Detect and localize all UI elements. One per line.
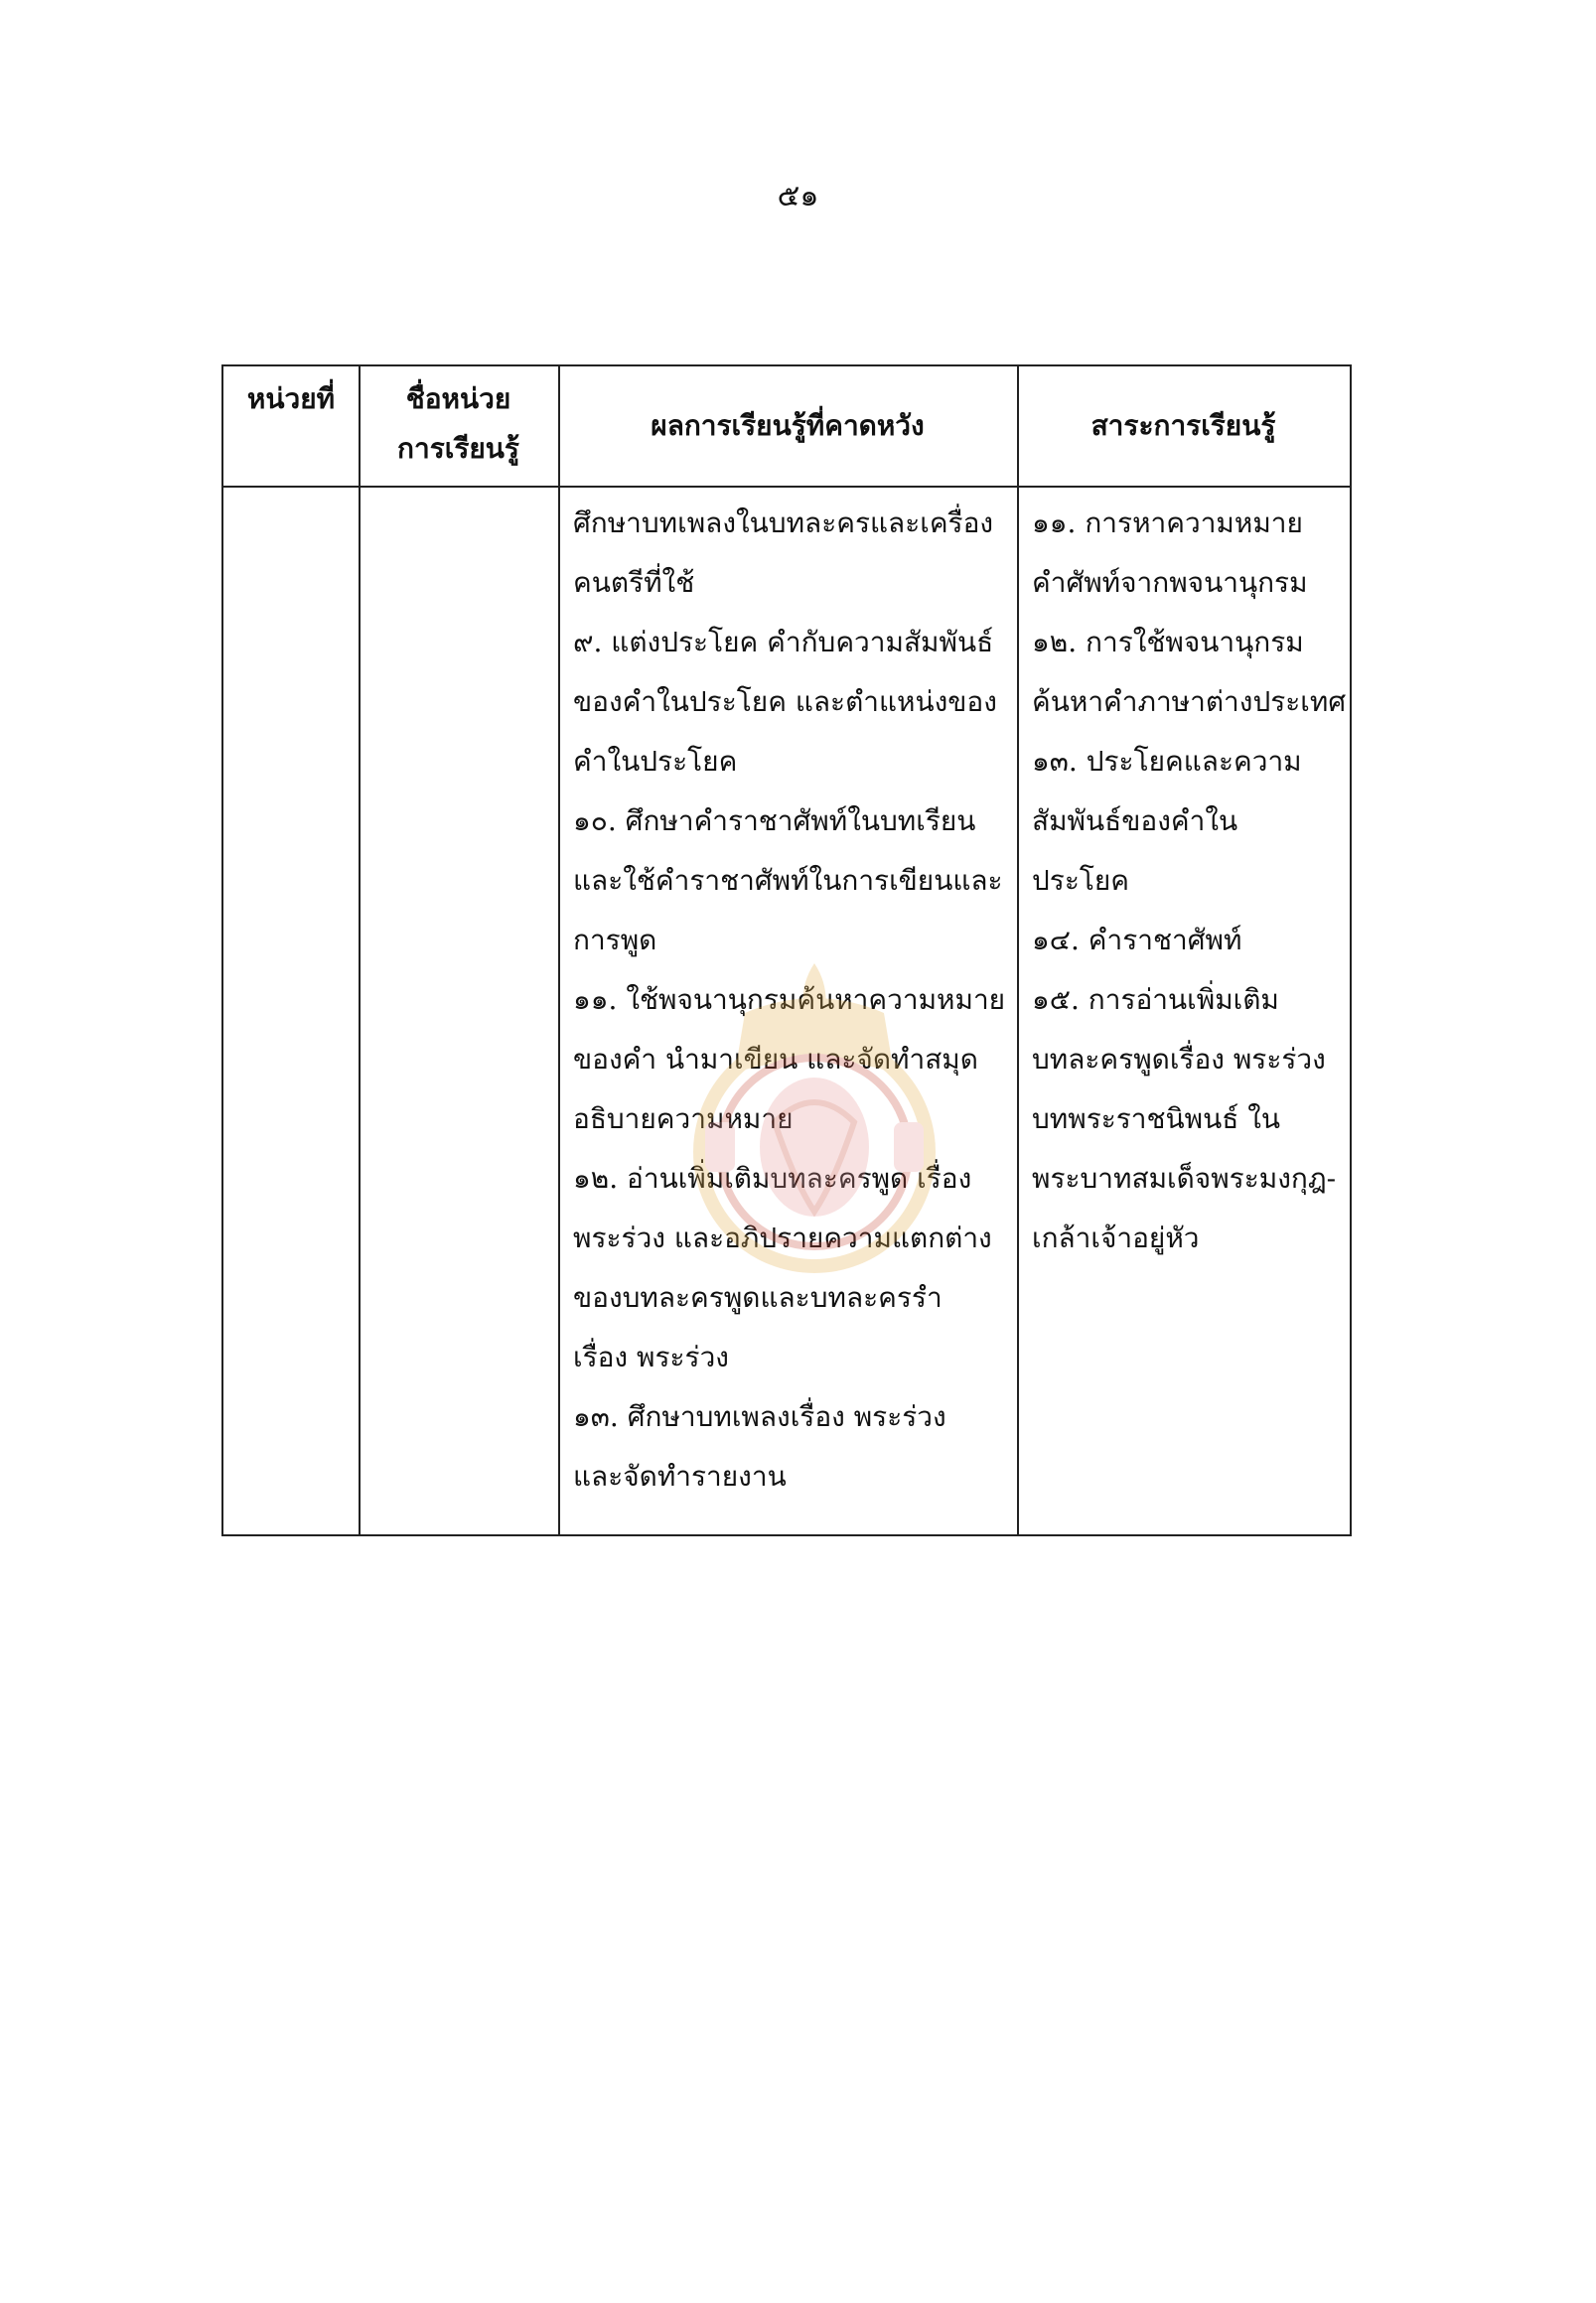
content-line: ค้นหาคำภาษาต่างประเทศ bbox=[1032, 685, 1347, 718]
outcome-line: คำในประโยค bbox=[573, 745, 738, 778]
outcome-line: เรื่อง พระร่วง bbox=[573, 1341, 729, 1373]
outcome-line: พระร่วง และอภิปรายความแตกต่าง bbox=[573, 1222, 992, 1254]
outcome-line: ๙. แต่งประโยค คำกับความสัมพันธ์ bbox=[573, 626, 994, 658]
outcome-line: ของคำในประโยค และตำแหน่งของ bbox=[573, 685, 997, 718]
header-expected-outcomes: ผลการเรียนรู้ที่คาดหวัง bbox=[651, 409, 925, 442]
cell-expected-outcomes bbox=[573, 494, 1005, 1507]
header-unit-name-line2: การเรียนรู้ bbox=[397, 432, 519, 465]
column-divider bbox=[359, 366, 361, 1534]
content-line: บทพระราชนิพนธ์ ใน bbox=[1032, 1102, 1281, 1135]
outcome-line: ของคำ นำมาเขียน และจัดทำสมุด bbox=[573, 1043, 978, 1076]
header-unit-name-line1: ชื่อหน่วย bbox=[405, 382, 511, 415]
outcome-line: ๑๐. ศึกษาคำราชาศัพท์ในบทเรียน bbox=[573, 804, 976, 837]
content-line: ประโยค bbox=[1032, 864, 1130, 897]
header-unit-name bbox=[359, 366, 558, 486]
header-learning-content: สาระการเรียนรู้ bbox=[1090, 409, 1276, 442]
outcome-line: อธิบายความหมาย bbox=[573, 1102, 794, 1135]
content-line: ๑๕. การอ่านเพิ่มเติม bbox=[1032, 983, 1279, 1016]
outcome-line: และใช้คำราชาศัพท์ในการเขียนและ bbox=[573, 864, 1003, 897]
page-number: ๕๑ bbox=[777, 179, 819, 214]
content-line: ๑๑. การหาความหมาย bbox=[1032, 506, 1303, 539]
content-line: ๑๒. การใช้พจนานุกรม bbox=[1032, 626, 1304, 658]
outcome-line: ศึกษาบทเพลงในบทละครและเครื่อง bbox=[573, 506, 994, 539]
outcome-line: ๑๒. อ่านเพิ่มเติมบทละครพูด เรื่อง bbox=[573, 1162, 972, 1195]
content-line: บทละครพูดเรื่อง พระร่วง bbox=[1032, 1043, 1326, 1076]
header-unit-no: หน่วยที่ bbox=[246, 382, 336, 415]
outcome-line: ๑๓. ศึกษาบทเพลงเรื่อง พระร่วง bbox=[573, 1400, 946, 1433]
content-line: ๑๓. ประโยคและความ bbox=[1032, 745, 1302, 778]
content-line: คำศัพท์จากพจนานุกรม bbox=[1032, 566, 1308, 599]
content-line: เกล้าเจ้าอยู่หัว bbox=[1032, 1222, 1200, 1254]
outcome-line: การพูด bbox=[573, 924, 657, 956]
outcome-line: ๑๑. ใช้พจนานุกรมค้นหาความหมาย bbox=[573, 983, 1006, 1016]
outcome-line: และจัดทำรายงาน bbox=[573, 1460, 787, 1493]
content-line: สัมพันธ์ของคำใน bbox=[1032, 804, 1238, 837]
column-divider bbox=[1017, 366, 1019, 1534]
content-line: ๑๔. คำราชาศัพท์ bbox=[1032, 924, 1242, 956]
content-line: พระบาทสมเด็จพระมงกุฎ- bbox=[1032, 1162, 1337, 1195]
curriculum-table bbox=[221, 364, 1352, 1536]
header-divider bbox=[223, 486, 1350, 488]
column-divider bbox=[558, 366, 560, 1534]
outcome-line: คนตรีที่ใช้ bbox=[573, 566, 695, 599]
cell-learning-content bbox=[1032, 494, 1346, 1268]
outcome-line: ของบทละครพูดและบทละครรำ bbox=[573, 1281, 943, 1314]
